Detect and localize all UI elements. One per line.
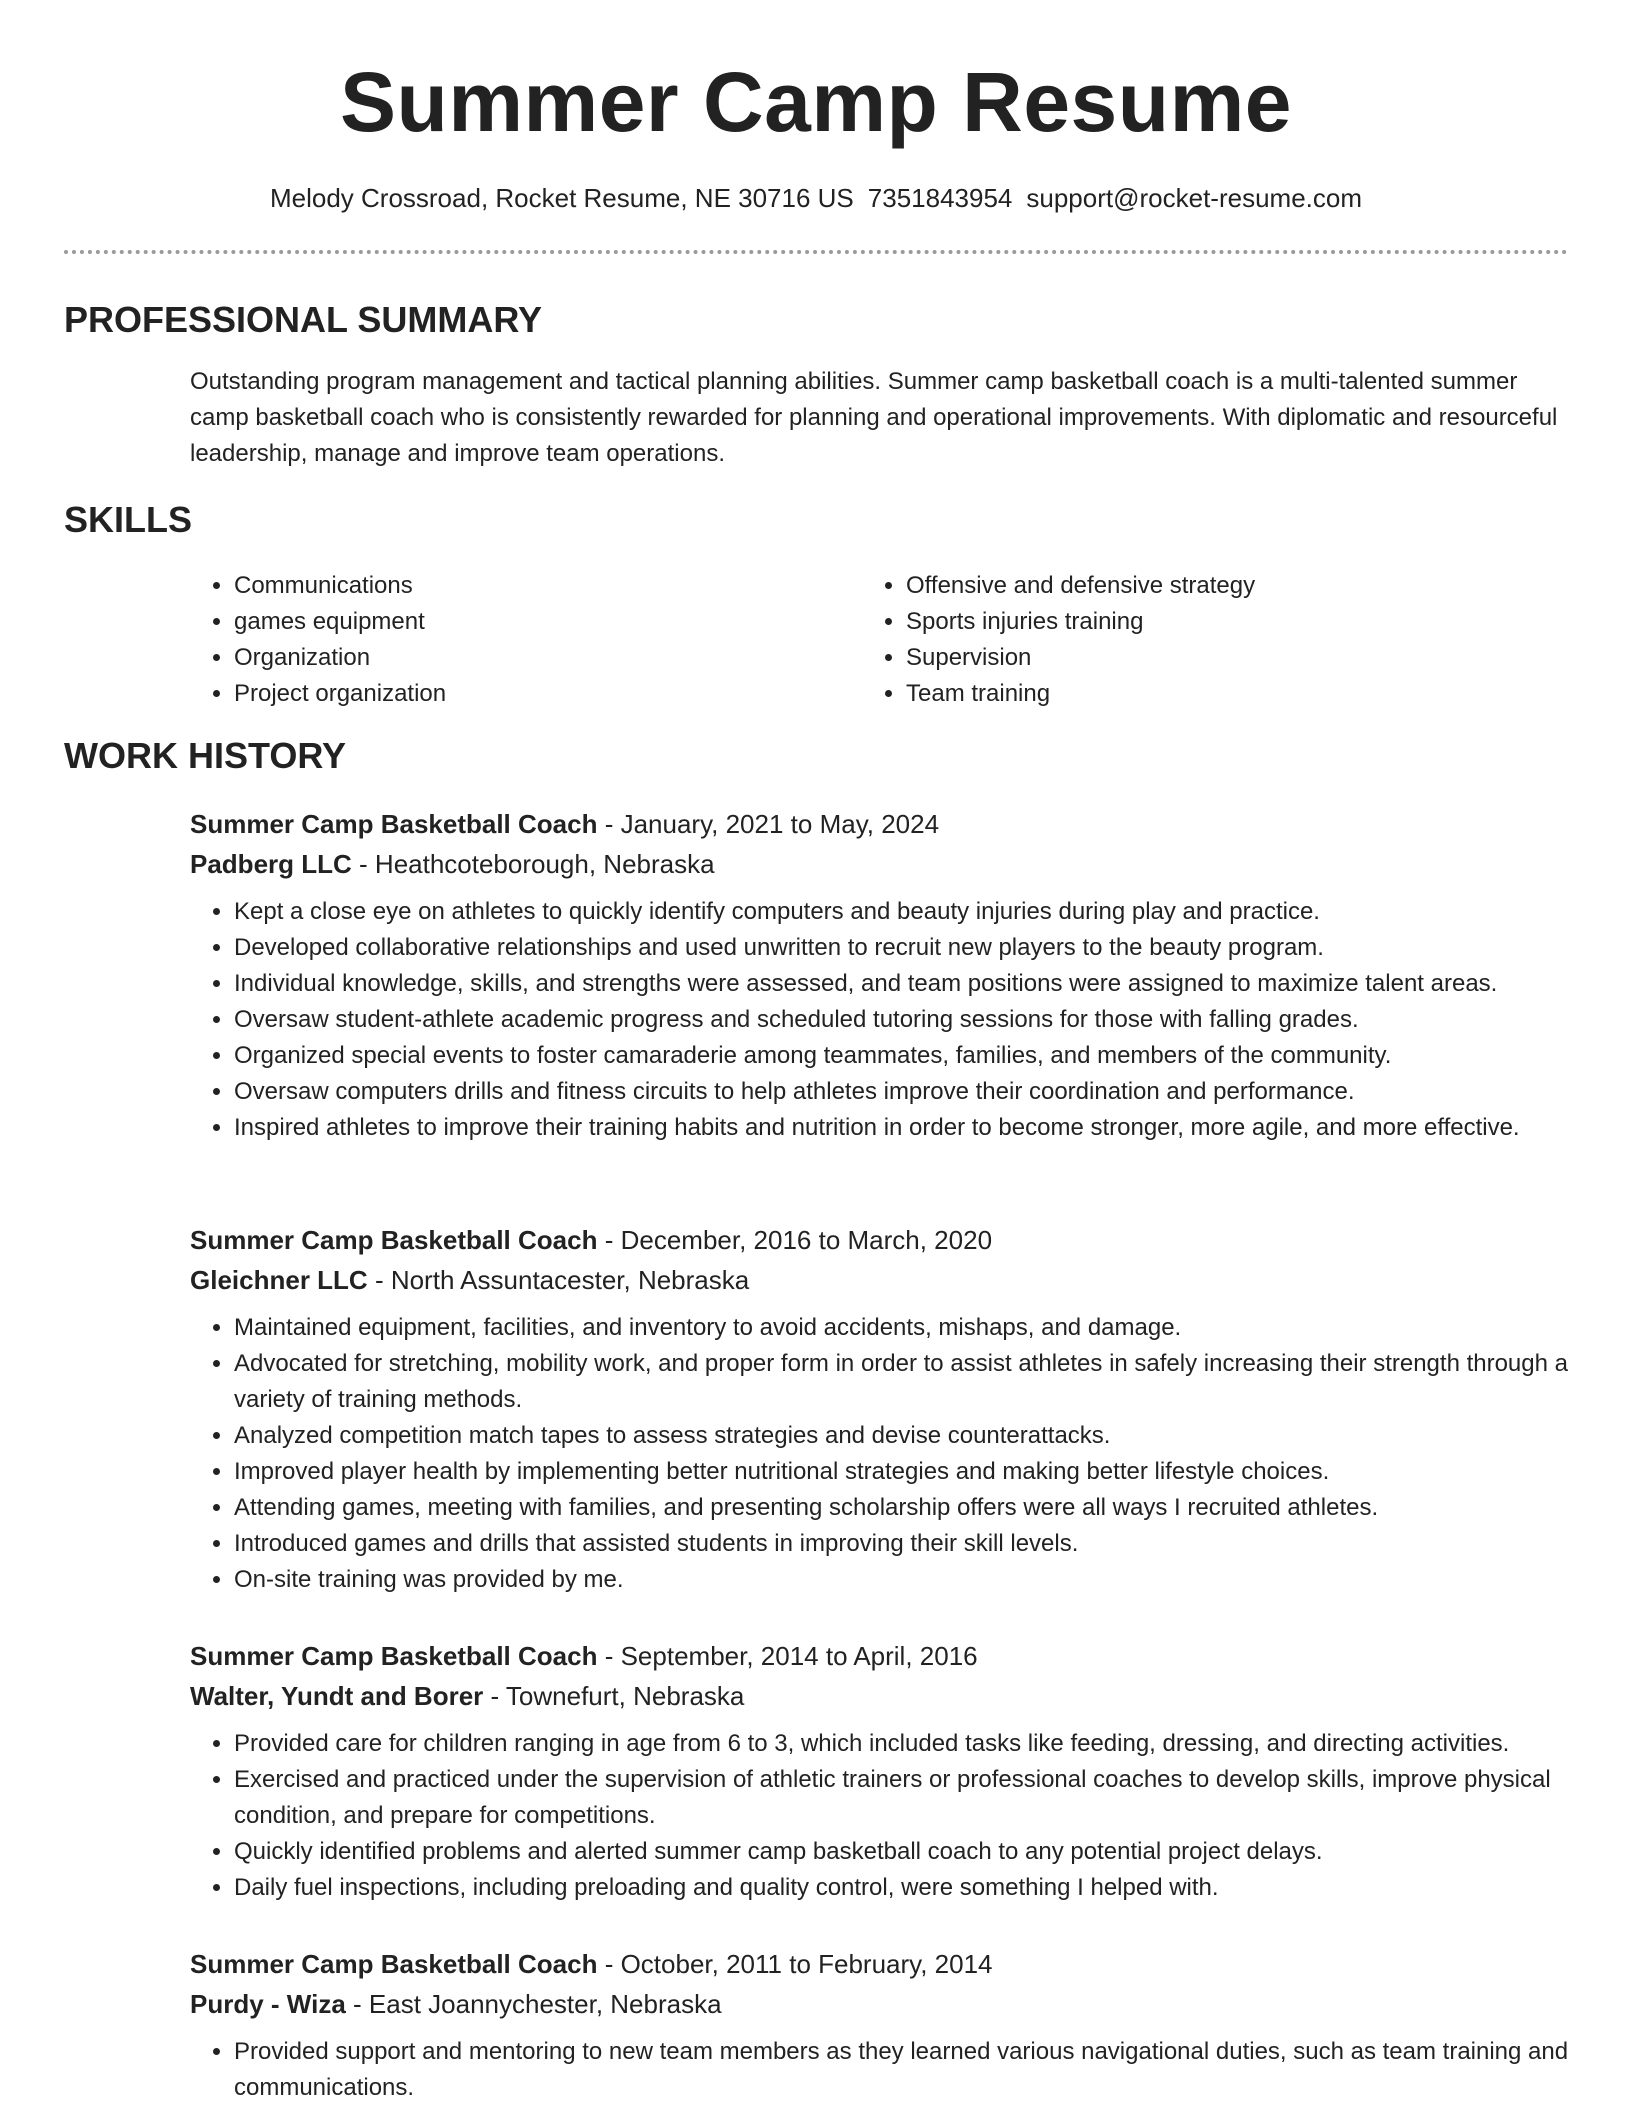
skill-item: • Sports injuries training: [906, 604, 1255, 640]
job-bullet: • Provided care for children ranging in age from 6 to 3, which included tasks like feeding, dressing, and directing activities.: [234, 1726, 1580, 1762]
job-location: - Heathcoteborough, Nebraska: [359, 849, 715, 879]
job-dates: - October, 2011 to February, 2014: [604, 1949, 993, 1979]
job-entry: [190, 1220, 1580, 1598]
job-bullet: • Kept a close eye on athletes to quickly identify computers and beauty injuries during play and practice.: [234, 894, 1580, 930]
skill-item: • Offensive and defensive strategy: [906, 568, 1255, 604]
job-bullet: • Quickly identified problems and alerted summer camp basketball coach to any potential project delays.: [234, 1834, 1580, 1870]
skill-item: • Supervision: [906, 640, 1255, 676]
job-bullet: • Organized special events to foster camaraderie among teammates, families, and members of the community.: [234, 1038, 1580, 1074]
job-title: Summer Camp Basketball Coach: [190, 1225, 598, 1255]
job-entry: [190, 1944, 1580, 2106]
skill-item: • Communications: [234, 568, 446, 604]
job-location: - East Joannychester, Nebraska: [353, 1989, 722, 2019]
job-dates: - December, 2016 to March, 2020: [604, 1225, 993, 1255]
job-company: Purdy - Wiza: [190, 1989, 346, 2019]
job-title-line: [190, 1220, 1580, 1260]
skill-item: • Team training: [906, 676, 1255, 712]
skills-list-right: [862, 568, 1255, 712]
job-company: Walter, Yundt and Borer: [190, 1681, 484, 1711]
job-bullet: • Advocated for stretching, mobility work, and proper form in order to assist athletes in safely increasing their strength through a variety of training methods.: [234, 1346, 1580, 1418]
skill-item: • Organization: [234, 640, 446, 676]
skill-item: • games equipment: [234, 604, 446, 640]
contact-email: support@rocket-resume.com: [1026, 183, 1363, 213]
job-location: - North Assuntacester, Nebraska: [374, 1265, 750, 1295]
job-title: Summer Camp Basketball Coach: [190, 809, 598, 839]
job-bullet: • Analyzed competition match tapes to assess strategies and devise counterattacks.: [234, 1418, 1580, 1454]
job-bullets: [190, 894, 1580, 1146]
job-company-line: [190, 1260, 1580, 1300]
job-bullet: • On-site training was provided by me.: [234, 1562, 1580, 1598]
job-dates: - January, 2021 to May, 2024: [604, 809, 940, 839]
skill-item: • Project organization: [234, 676, 446, 712]
job-bullet: • Individual knowledge, skills, and strengths were assessed, and team positions were assigned to maximize talent areas.: [234, 966, 1580, 1002]
job-bullet: • Oversaw student-athlete academic progress and scheduled tutoring sessions for those with falling grades.: [234, 1002, 1580, 1038]
job-bullet: • Improved player health by implementing better nutritional strategies and making better lifestyle choices.: [234, 1454, 1580, 1490]
job-bullet: • Daily fuel inspections, including preloading and quality control, were something I helped with.: [234, 1870, 1580, 1906]
job-title-line: [190, 804, 1580, 844]
job-bullet: • Oversaw computers drills and fitness circuits to help athletes improve their coordination and performance.: [234, 1074, 1580, 1110]
job-title: Summer Camp Basketball Coach: [190, 1641, 598, 1671]
skills-list-left: [190, 568, 446, 712]
contact-line: [0, 180, 1632, 216]
job-bullet: • Exercised and practiced under the supervision of athletic trainers or professional coaches to develop skills, improve physical condition, and prepare for competitions.: [234, 1762, 1580, 1834]
job-bullet: • Attending games, meeting with families, and presenting scholarship offers were all ways I recruited athletes.: [234, 1490, 1580, 1526]
summary-heading: PROFESSIONAL SUMMARY: [64, 299, 543, 340]
job-bullet: • Introduced games and drills that assisted students in improving their skill levels.: [234, 1526, 1580, 1562]
job-company: Gleichner LLC: [190, 1265, 368, 1295]
job-bullets: [190, 1310, 1580, 1598]
job-title-line: [190, 1944, 1580, 1984]
job-title-line: [190, 1636, 1580, 1676]
contact-address: Melody Crossroad, Rocket Resume, NE 30716 US: [269, 183, 854, 213]
header-divider: [64, 250, 1568, 254]
job-bullet: • Developed collaborative relationships and used unwritten to recruit new players to the beauty program.: [234, 930, 1580, 966]
job-dates: - September, 2014 to April, 2016: [604, 1641, 978, 1671]
work-history-heading: WORK HISTORY: [64, 735, 347, 776]
job-entry: [190, 804, 1580, 1146]
resume-title: Summer Camp Resume: [340, 55, 1292, 149]
job-title: Summer Camp Basketball Coach: [190, 1949, 598, 1979]
job-company-line: [190, 1984, 1580, 2024]
job-bullets: [190, 1726, 1580, 1906]
job-bullet: • Provided support and mentoring to new team members as they learned various navigational duties, such as team training and communications.: [234, 2034, 1580, 2106]
job-bullet: • Inspired athletes to improve their training habits and nutrition in order to become stronger, more agile, and more effective.: [234, 1110, 1580, 1146]
job-bullet: • Maintained equipment, facilities, and inventory to avoid accidents, mishaps, and damage.: [234, 1310, 1580, 1346]
job-company-line: [190, 844, 1580, 884]
job-company: Padberg LLC: [190, 849, 352, 879]
job-location: - Townefurt, Nebraska: [490, 1681, 745, 1711]
skills-heading: SKILLS: [64, 499, 193, 540]
summary-text: Outstanding program management and tactical planning abilities. Summer camp basketball coach is a multi-talented summer camp basketball coach who is consistently rewarded for planning and operational improvements. With diplomatic and resourceful leadership, manage and improve team operations.: [190, 368, 1558, 467]
contact-phone: 7351843954: [867, 183, 1013, 213]
job-company-line: [190, 1676, 1580, 1716]
job-entry: [190, 1636, 1580, 1906]
job-bullets: [190, 2034, 1580, 2106]
